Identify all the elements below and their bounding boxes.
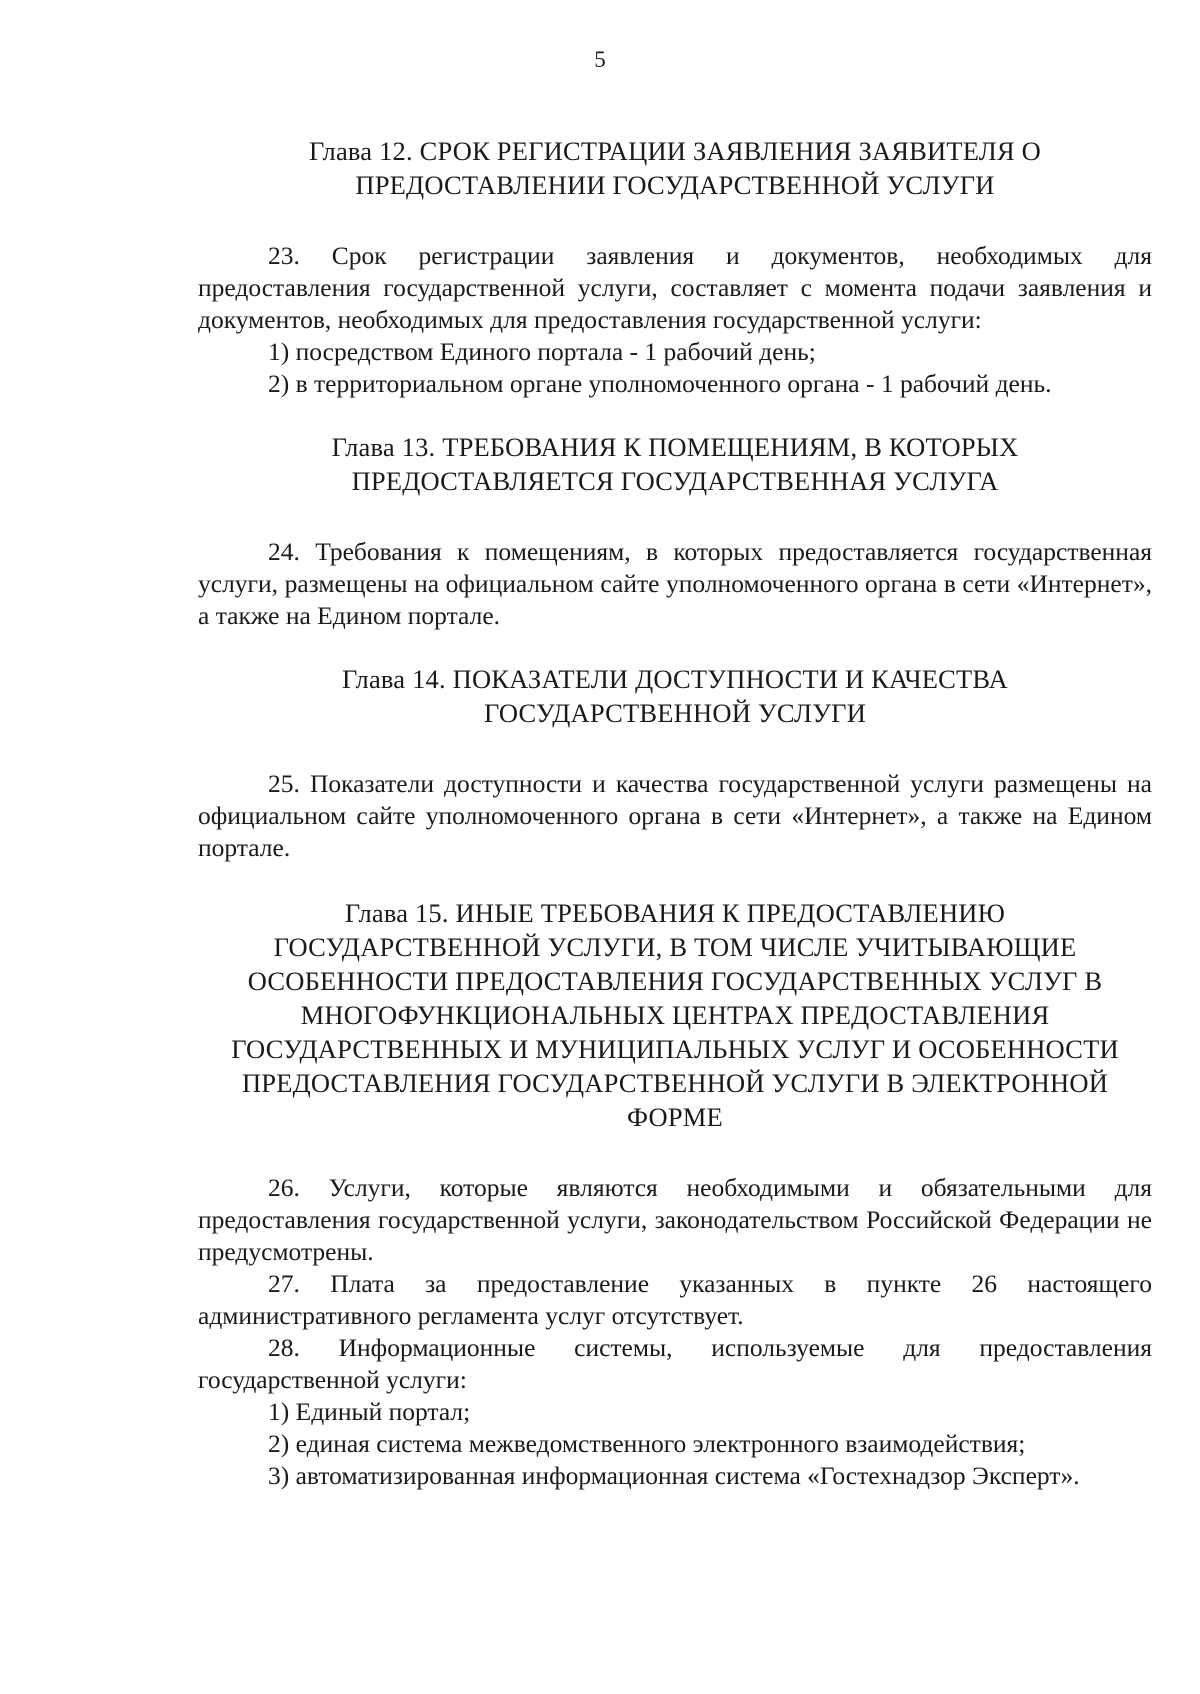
chapter-15-heading bbox=[198, 896, 1152, 1134]
list-item: 3) автоматизированная информационная система «Гостехнадзор Эксперт». bbox=[268, 1461, 1080, 1490]
heading-line: Глава 14. ПОКАЗАТЕЛИ ДОСТУПНОСТИ И КАЧЕСТВА bbox=[342, 664, 1008, 694]
list-item: 1) посредством Единого портала - 1 рабочий день; bbox=[268, 337, 816, 366]
paragraph-23: 23. Срок регистрации заявления и документов, необходимых для предоставления государственной услуги, составляет с момента подачи заявления и документов, необходимых для предоставления государственной услуги: bbox=[198, 241, 1152, 334]
paragraph-25: 25. Показатели доступности и качества государственной услуги размещены на официальном сайте уполномоченного органа в сети «Интернет», а также на Едином портале. bbox=[198, 769, 1152, 862]
chapter-14-heading bbox=[198, 662, 1152, 730]
heading-line: ФОРМЕ bbox=[627, 1102, 723, 1132]
heading-line: ОСОБЕННОСТИ ПРЕДОСТАВЛЕНИЯ ГОСУДАРСТВЕННЫХ УСЛУГ В bbox=[247, 966, 1103, 996]
paragraph-28: 28. Информационные системы, используемые для предоставления государственной услуги: bbox=[198, 1333, 1152, 1394]
heading-line: МНОГОФУНКЦИОНАЛЬНЫХ ЦЕНТРАХ ПРЕДОСТАВЛЕНИЯ bbox=[300, 1000, 1050, 1030]
heading-line: ПРЕДОСТАВЛЕНИЯ ГОСУДАРСТВЕННОЙ УСЛУГИ В ЭЛЕКТРОННОЙ bbox=[241, 1068, 1109, 1098]
page-number: 5 bbox=[594, 47, 606, 72]
heading-line: ГОСУДАРСТВЕННЫХ И МУНИЦИПАЛЬНЫХ УСЛУГ И ОСОБЕННОСТИ bbox=[231, 1034, 1119, 1064]
chapter-12-heading bbox=[198, 134, 1152, 202]
document-body bbox=[198, 134, 1152, 1492]
heading-line: Глава 13. ТРЕБОВАНИЯ К ПОМЕЩЕНИЯМ, В КОТОРЫХ bbox=[331, 432, 1019, 462]
heading-line: Глава 15. ИНЫЕ ТРЕБОВАНИЯ К ПРЕДОСТАВЛЕНИЮ bbox=[344, 898, 1006, 928]
heading-line: ПРЕДОСТАВЛЕНИИ ГОСУДАРСТВЕННОЙ УСЛУГИ bbox=[355, 170, 995, 200]
list-item: 2) единая система межведомственного электронного взаимодействия; bbox=[268, 1429, 1026, 1458]
paragraph-27: 27. Плата за предоставление указанных в пункте 26 настоящего административного регламента услуг отсутствует. bbox=[198, 1269, 1152, 1330]
heading-line: ПРЕДОСТАВЛЯЕТСЯ ГОСУДАРСТВЕННАЯ УСЛУГА bbox=[351, 466, 999, 496]
heading-line: ГОСУДАРСТВЕННОЙ УСЛУГИ bbox=[483, 698, 867, 728]
paragraph-26: 26. Услуги, которые являются необходимыми и обязательными для предоставления государственной услуги, законодательством Российской Федерации не предусмотрены. bbox=[198, 1173, 1152, 1266]
chapter-13-heading bbox=[198, 430, 1152, 498]
paragraph-24: 24. Требования к помещениям, в которых предоставляется государственная услуги, размещены на официальном сайте уполномоченного органа в сети «Интернет», а также на Едином портале. bbox=[198, 537, 1152, 630]
list-item: 1) Единый портал; bbox=[268, 1397, 471, 1426]
heading-line: Глава 12. СРОК РЕГИСТРАЦИИ ЗАЯВЛЕНИЯ ЗАЯВИТЕЛЯ О bbox=[309, 136, 1041, 166]
heading-line: ГОСУДАРСТВЕННОЙ УСЛУГИ, В ТОМ ЧИСЛЕ УЧИТЫВАЮЩИЕ bbox=[273, 932, 1077, 962]
list-item: 2) в территориальном органе уполномоченного органа - 1 рабочий день. bbox=[268, 369, 1052, 398]
